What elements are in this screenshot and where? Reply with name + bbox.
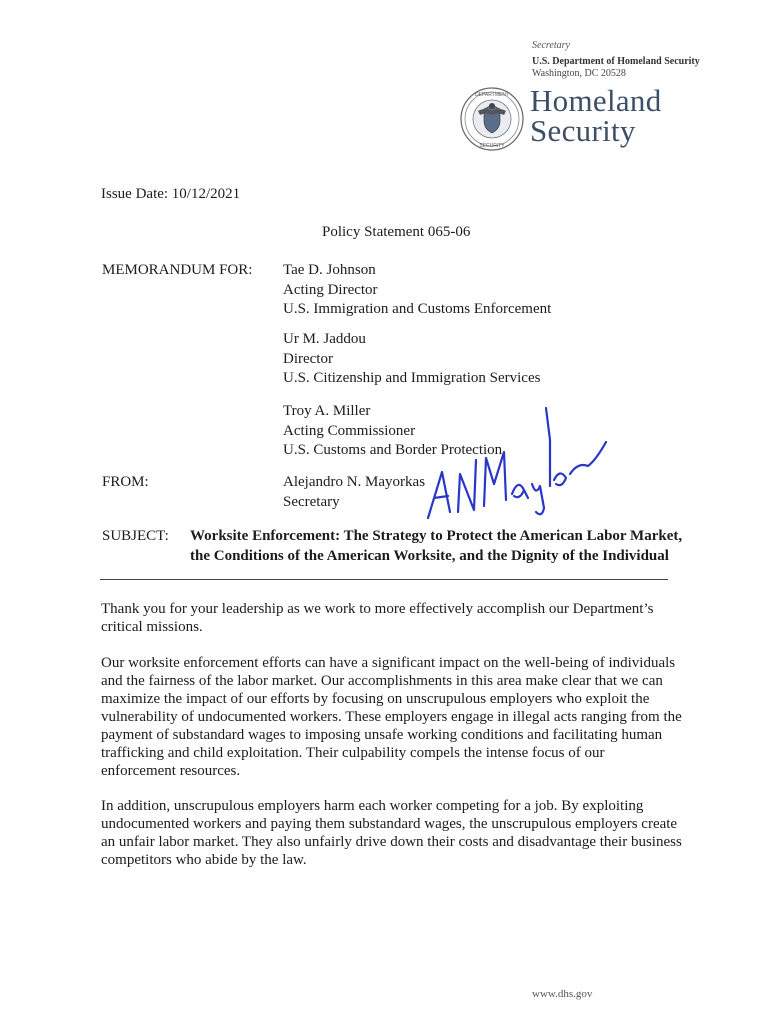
recipient-name: Troy A. Miller bbox=[283, 403, 371, 419]
paragraph-line: critical missions. bbox=[101, 619, 203, 635]
svg-text:SECURITY: SECURITY bbox=[479, 143, 505, 149]
paragraph-line: competitors who abide by the law. bbox=[101, 852, 307, 868]
subject-label: SUBJECT: bbox=[102, 528, 169, 544]
recipient-agency: U.S. Immigration and Customs Enforcement bbox=[283, 301, 552, 317]
dhs-wordmark bbox=[530, 83, 662, 148]
paragraph-line: Our worksite enforcement efforts can have a significant impact on the well-being of individuals bbox=[101, 655, 676, 671]
footer-url: www.dhs.gov bbox=[532, 988, 593, 1000]
recipient-2 bbox=[283, 331, 540, 390]
body-paragraph-2 bbox=[101, 654, 701, 780]
sender-title: Secretary bbox=[283, 493, 340, 510]
sender bbox=[283, 474, 425, 513]
recipient-title: Acting Commissioner bbox=[283, 422, 416, 439]
issue-date: Issue Date: 10/12/2021 bbox=[101, 186, 241, 202]
sender-name: Alejandro N. Mayorkas bbox=[283, 474, 426, 490]
letterhead-office: Secretary bbox=[532, 40, 570, 51]
paragraph-line: trafficking and child exploitation. Their culpability compels the intense focus of our bbox=[101, 745, 605, 761]
subject-line-1: Worksite Enforcement: The Strategy to Protect the American Labor Market, bbox=[190, 528, 683, 544]
subject-divider bbox=[100, 579, 668, 580]
paragraph-line: Thank you for your leadership as we work to more effectively accomplish our Department’s bbox=[101, 601, 654, 617]
wordmark-line-1: Homeland bbox=[530, 83, 662, 118]
recipient-agency: U.S. Customs and Border Protection bbox=[283, 442, 503, 458]
recipient-title: Director bbox=[283, 350, 333, 367]
paragraph-line: undocumented workers and paying them substandard wages, the unscrupulous employers create bbox=[101, 816, 678, 832]
dhs-seal-icon bbox=[460, 87, 524, 151]
letterhead-department: U.S. Department of Homeland Security bbox=[532, 56, 700, 67]
letterhead-address: Washington, DC 20528 bbox=[532, 68, 626, 79]
svg-text:DEPARTMENT: DEPARTMENT bbox=[475, 92, 509, 98]
policy-statement-number: Policy Statement 065-06 bbox=[322, 224, 471, 240]
signature-icon bbox=[420, 400, 620, 530]
memorandum-label: MEMORANDUM FOR: bbox=[102, 262, 253, 278]
recipient-name: Tae D. Johnson bbox=[283, 262, 376, 278]
wordmark-line-2: Security bbox=[530, 113, 636, 148]
paragraph-line: maximize the impact of our efforts by focusing on unscrupulous employers who exploit the bbox=[101, 691, 650, 707]
body-paragraph-3 bbox=[101, 797, 701, 869]
paragraph-line: payment of substandard wages to imposing unsafe working conditions and facilitating human bbox=[101, 727, 663, 743]
paragraph-line: an unfair labor market. They also unfairly drive down their costs and disadvantage their business bbox=[101, 834, 682, 850]
from-label: FROM: bbox=[102, 474, 149, 490]
paragraph-line: and the fairness of the labor market. Our accomplishments in this area make clear that we can bbox=[101, 673, 663, 689]
subject-heading bbox=[190, 526, 682, 566]
recipient-agency: U.S. Citizenship and Immigration Services bbox=[283, 370, 541, 386]
paragraph-line: enforcement resources. bbox=[101, 763, 241, 779]
body-paragraph-1 bbox=[101, 600, 701, 636]
recipient-title: Acting Director bbox=[283, 281, 378, 298]
recipient-name: Ur M. Jaddou bbox=[283, 331, 366, 347]
paragraph-line: vulnerability of undocumented workers. These employers engage in illegal acts ranging from the bbox=[101, 709, 682, 725]
recipient-1 bbox=[283, 262, 551, 321]
paragraph-line: In addition, unscrupulous employers harm each worker competing for a job. By exploiting bbox=[101, 798, 644, 814]
subject-line-2: the Conditions of the American Worksite, and the Dignity of the Individual bbox=[190, 548, 669, 564]
